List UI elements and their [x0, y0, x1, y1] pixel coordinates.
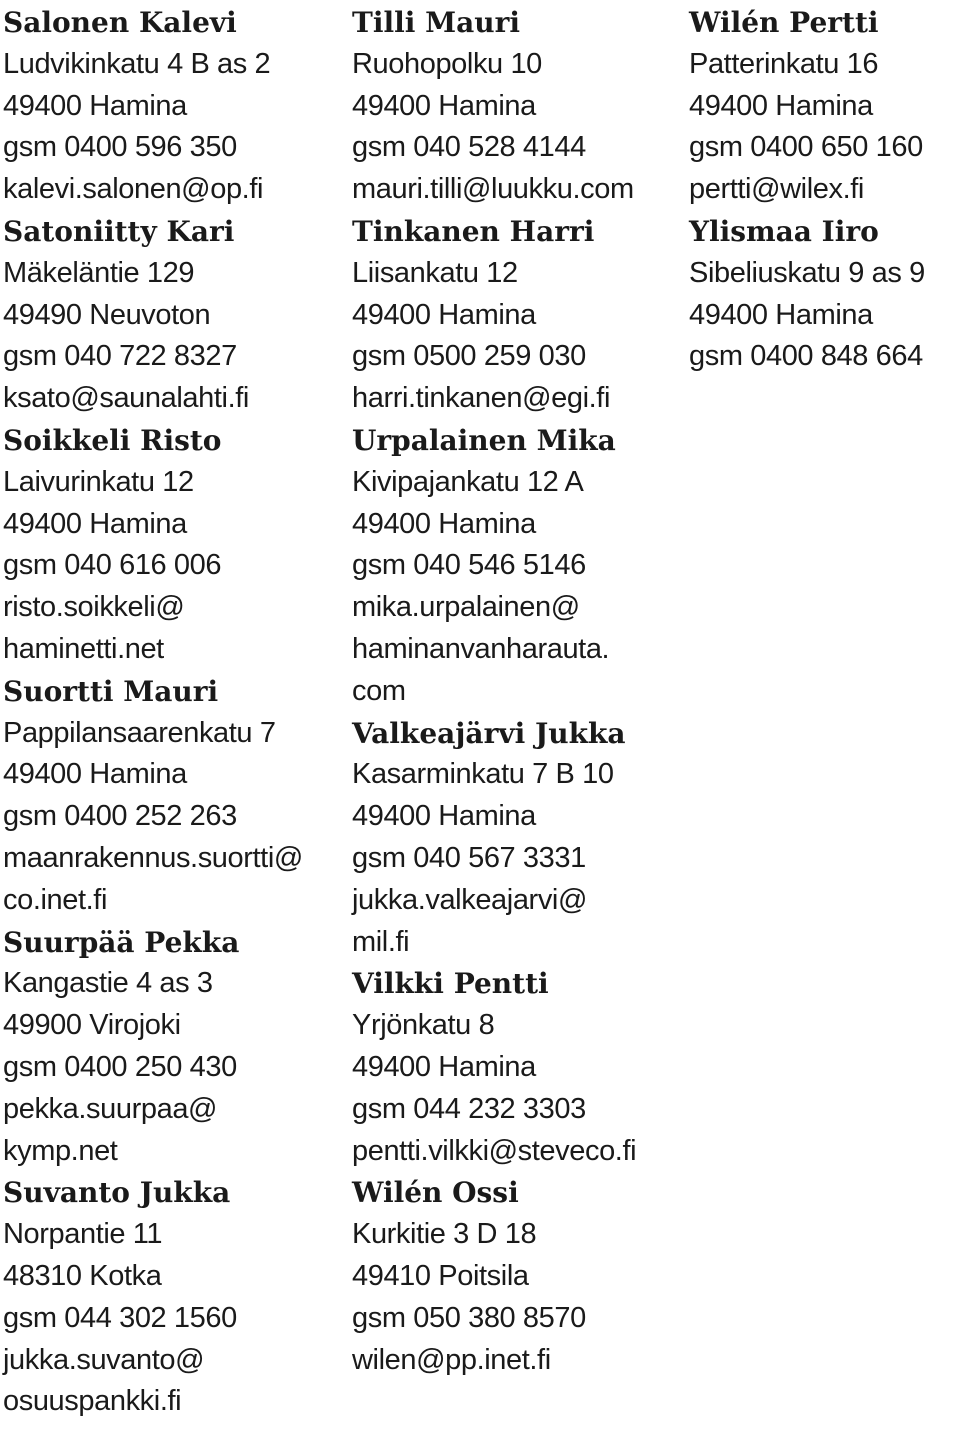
contact-name: Suurpää Pekka	[3, 925, 240, 959]
contact-detail-line: 49400 Hamina	[3, 89, 187, 122]
contact-detail-line: com	[352, 674, 406, 707]
contact-entry	[3, 671, 343, 922]
contact-detail-line: mika.urpalainen@	[352, 591, 580, 624]
contact-detail-line: 49400 Hamina	[352, 298, 536, 331]
contact-detail-line: Ruohopolku 10	[352, 47, 542, 80]
contact-detail-line: jukka.suvanto@	[3, 1343, 205, 1376]
contact-detail-line: risto.soikkeli@	[3, 591, 185, 624]
contact-detail-line: Kurkitie 3 D 18	[352, 1218, 537, 1251]
contact-name: Tilli Mauri	[352, 6, 521, 39]
contact-name: Wilén Ossi	[352, 1176, 519, 1210]
contact-detail-line: mauri.tilli@luukku.com	[352, 173, 634, 206]
contact-entry	[3, 211, 343, 420]
contact-detail-line: Patterinkatu 16	[689, 47, 879, 80]
contact-detail-line: Ludvikinkatu 4 B as 2	[3, 47, 271, 80]
contact-detail-line: Kangastie 4 as 3	[3, 967, 213, 1000]
contact-detail-line: gsm 040 528 4144	[352, 131, 586, 164]
contact-detail-line: Kivipajankatu 12 A	[352, 465, 584, 498]
contact-detail-line: gsm 040 567 3331	[352, 841, 586, 874]
contact-entry	[352, 2, 682, 211]
contact-detail-line: haminetti.net	[3, 632, 164, 665]
contact-detail-line: kymp.net	[3, 1134, 118, 1167]
contact-detail-line: pertti@wilex.fi	[689, 173, 864, 206]
contact-detail-line: 49400 Hamina	[689, 298, 873, 331]
contact-detail-line: 48310 Kotka	[3, 1259, 162, 1292]
contact-detail-line: Yrjönkatu 8	[352, 1009, 495, 1042]
contact-name: Salonen Kalevi	[3, 6, 237, 39]
contact-detail-line: gsm 0500 259 030	[352, 340, 586, 373]
contact-name: Tinkanen Harri	[352, 214, 595, 248]
contact-detail-line: 49400 Hamina	[352, 1050, 536, 1083]
contact-detail-line: mil.fi	[352, 925, 410, 958]
contact-detail-line: Liisankatu 12	[352, 256, 518, 289]
contact-detail-line: co.inet.fi	[3, 883, 107, 916]
contact-detail-line: gsm 0400 596 350	[3, 131, 237, 164]
contact-detail-line: 49400 Hamina	[3, 758, 187, 791]
contact-entry	[352, 420, 682, 713]
contact-detail-line: 49900 Virojoki	[3, 1009, 181, 1042]
contact-entry	[352, 1172, 682, 1381]
contact-name: Satoniitty Kari	[3, 214, 235, 248]
contact-detail-line: Mäkeläntie 129	[3, 256, 195, 289]
contact-entry	[352, 963, 682, 1172]
contact-detail-line: haminanvanharauta.	[352, 632, 610, 665]
contact-entry	[689, 211, 960, 378]
contact-detail-line: gsm 044 302 1560	[3, 1301, 237, 1334]
contact-detail-line: gsm 040 616 006	[3, 549, 222, 582]
contact-detail-line: pentti.vilkki@steveco.fi	[352, 1134, 637, 1167]
contact-detail-line: ksato@saunalahti.fi	[3, 382, 249, 415]
contact-name: Vilkki Pentti	[352, 967, 549, 1001]
contact-name: Ylismaa Iiro	[689, 214, 879, 248]
contact-name: Suvanto Jukka	[3, 1176, 231, 1210]
contact-entry	[3, 420, 343, 671]
contact-name: Soikkeli Risto	[3, 423, 222, 457]
contact-name: Wilén Pertti	[689, 6, 879, 39]
contact-detail-line: harri.tinkanen@egi.fi	[352, 382, 611, 415]
contact-detail-line: jukka.valkeajarvi@	[352, 883, 587, 916]
contact-detail-line: 49410 Poitsila	[352, 1259, 529, 1292]
contact-detail-line: gsm 0400 848 664	[689, 340, 923, 373]
contact-detail-line: gsm 044 232 3303	[352, 1092, 586, 1125]
contact-detail-line: 49400 Hamina	[352, 507, 536, 540]
contact-detail-line: gsm 050 380 8570	[352, 1301, 586, 1334]
contact-name: Valkeajärvi Jukka	[352, 716, 626, 750]
contact-entry	[689, 2, 960, 211]
directory-column-1	[3, 2, 343, 1423]
contact-entry	[352, 713, 682, 964]
contact-name: Urpalainen Mika	[352, 423, 616, 457]
contact-detail-line: gsm 040 722 8327	[3, 340, 237, 373]
contact-detail-line: pekka.suurpaa@	[3, 1092, 218, 1125]
contact-detail-line: Sibeliuskatu 9 as 9	[689, 256, 925, 289]
contact-detail-line: maanrakennus.suortti@	[3, 841, 303, 874]
contact-detail-line: 49490 Neuvoton	[3, 298, 211, 331]
contact-entry	[3, 922, 343, 1173]
directory-column-2	[352, 2, 682, 1381]
directory-column-3	[689, 2, 960, 378]
contact-detail-line: Kasarminkatu 7 B 10	[352, 758, 614, 791]
contact-detail-line: wilen@pp.inet.fi	[352, 1343, 551, 1376]
contact-detail-line: 49400 Hamina	[352, 89, 536, 122]
contact-detail-line: Pappilansaarenkatu 7	[3, 716, 276, 749]
contact-entry	[3, 1172, 343, 1423]
contact-detail-line: 49400 Hamina	[3, 507, 187, 540]
contact-detail-line: kalevi.salonen@op.fi	[3, 173, 264, 206]
contact-detail-line: gsm 040 546 5146	[352, 549, 586, 582]
contact-entry	[352, 211, 682, 420]
contact-name: Suortti Mauri	[3, 674, 219, 708]
contact-detail-line: 49400 Hamina	[352, 800, 536, 833]
contact-entry	[3, 2, 343, 211]
contact-detail-line: Norpantie 11	[3, 1218, 163, 1251]
contact-detail-line: gsm 0400 252 263	[3, 800, 237, 833]
contact-detail-line: 49400 Hamina	[689, 89, 873, 122]
contact-detail-line: osuuspankki.fi	[3, 1385, 182, 1418]
contact-detail-line: gsm 0400 250 430	[3, 1050, 237, 1083]
contact-detail-line: gsm 0400 650 160	[689, 131, 923, 164]
contact-detail-line: Laivurinkatu 12	[3, 465, 194, 498]
